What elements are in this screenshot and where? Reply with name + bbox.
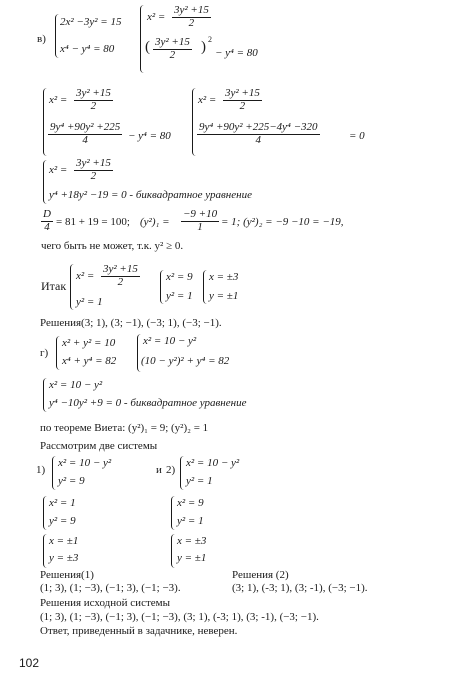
system-number: 1) (36, 464, 46, 476)
fraction-denominator: 2 (188, 16, 195, 29)
equation: x = ±1 (49, 535, 79, 547)
paren-close: ) (201, 39, 206, 55)
part-v-label: в) (37, 33, 46, 45)
equation: = 0 (349, 130, 365, 142)
part-g-label: г) (40, 347, 49, 359)
fraction-denominator: 4 (255, 133, 262, 146)
equation: x² = (49, 94, 68, 106)
equation: x⁴ + y⁴ = 82 (62, 355, 117, 367)
equation: y² = 9 (58, 475, 85, 487)
equation: y² = 1 (177, 515, 204, 527)
equation: y = ±1 (177, 552, 207, 564)
fraction-numerator: −9 +10 (183, 208, 218, 220)
solutions-values: (1; 3), (1; −3), (−1; 3), (−1; −3). (40, 582, 181, 594)
equation: x² = 1 (49, 497, 76, 509)
fraction-denominator: 1 (197, 220, 203, 233)
paren-open: ( (145, 39, 150, 55)
equation: x² = 10 − y² (186, 457, 240, 469)
fraction-numerator: 3y² +15 (76, 87, 111, 99)
equation: x² = (76, 270, 95, 282)
and-word: и (156, 464, 162, 476)
text-line: по теореме Виета: (y²)₁ = 9; (y²)₂ = 1 (40, 422, 209, 434)
equation: x² = (198, 94, 217, 106)
fraction-denominator: 4 (82, 133, 88, 146)
equation: − y⁴ = 80 (215, 47, 258, 59)
equation: x = ±3 (177, 535, 207, 547)
fraction-denominator: 2 (117, 275, 124, 288)
equation: 2x² −3y² = 15 (60, 16, 122, 28)
fraction-numerator: 3y² +15 (225, 87, 260, 99)
equation: (10 − y²)² + y⁴ = 82 (141, 355, 230, 367)
fraction-denominator: 2 (90, 99, 97, 112)
fraction-denominator: 4 (44, 220, 50, 233)
equation: − y⁴ = 80 (128, 130, 171, 142)
fraction-numerator: 3y² +15 (174, 4, 209, 16)
equation: x² = 10 − y² (143, 335, 197, 347)
equation: x = ±3 (209, 271, 239, 283)
fraction-numerator: 3y² +15 (76, 157, 111, 169)
solutions-heading: Решения (2) (232, 569, 289, 581)
equation: (y²)₁ = (140, 216, 170, 228)
fraction-numerator: 3y² +15 (103, 263, 138, 275)
solutions-heading: Решения исходной системы (40, 597, 170, 609)
equation: = 1; (y²)₂ = −9 −10 = −19, (221, 216, 344, 228)
solutions-values: (1; 3), (1; −3), (−1; 3), (−1; −3), (3; 1), (-3; 1), (3; -1), (−3; −1). (40, 611, 319, 623)
fraction-denominator: 2 (169, 48, 176, 61)
fraction-denominator: 2 (90, 169, 97, 182)
equation: x² = 10 − y² (58, 457, 112, 469)
equation: x² + y² = 10 (62, 337, 116, 349)
fraction-numerator: 9y⁴ +90y² +225−4y⁴ −320 (199, 121, 318, 133)
answer-note: Ответ, приведенный в задачнике, неверен. (40, 625, 238, 637)
equation: x² = 9 (166, 271, 193, 283)
equation: y = ±3 (49, 552, 79, 564)
equation: y² = 1 (186, 475, 213, 487)
fraction-denominator: 2 (239, 99, 246, 112)
exponent: 2 (208, 35, 212, 44)
equation: x² = (147, 11, 166, 23)
equation: x⁴ − y⁴ = 80 (60, 43, 115, 55)
page-number: 102 (19, 656, 40, 670)
text-line: Рассмотрим две системы (40, 440, 158, 452)
equation: x² = 10 − y² (49, 379, 103, 391)
equation: y⁴ +18y² −19 = 0 - биквадратное уравнение (49, 189, 252, 201)
equation: x² = (49, 164, 68, 176)
text-line: чего быть не может, т.к. y² ≥ 0. (41, 240, 184, 252)
equation: x² = 9 (177, 497, 204, 509)
itak-label: Итак (41, 279, 67, 293)
solutions-values: (3; 1), (-3; 1), (3; -1), (−3; −1). (232, 582, 368, 594)
equation: y² = 1 (76, 296, 103, 308)
fraction-numerator: 3y² +15 (155, 36, 190, 48)
system-number: 2) (166, 464, 176, 476)
equation: = 81 + 19 = 100; (56, 216, 130, 228)
solutions-heading: Решения(1) (40, 569, 94, 581)
equation: y = ±1 (209, 290, 239, 302)
equation: y² = 9 (49, 515, 76, 527)
equation: y⁴ −10y² +9 = 0 - биквадратное уравнение (49, 397, 247, 409)
fraction-numerator: 9y⁴ +90y² +225 (50, 121, 121, 133)
solution-line: Решения(3; 1), (3; −1), (−3; 1), (−3; −1). (40, 317, 222, 329)
equation: y² = 1 (166, 290, 193, 302)
fraction-numerator: D (43, 208, 51, 220)
